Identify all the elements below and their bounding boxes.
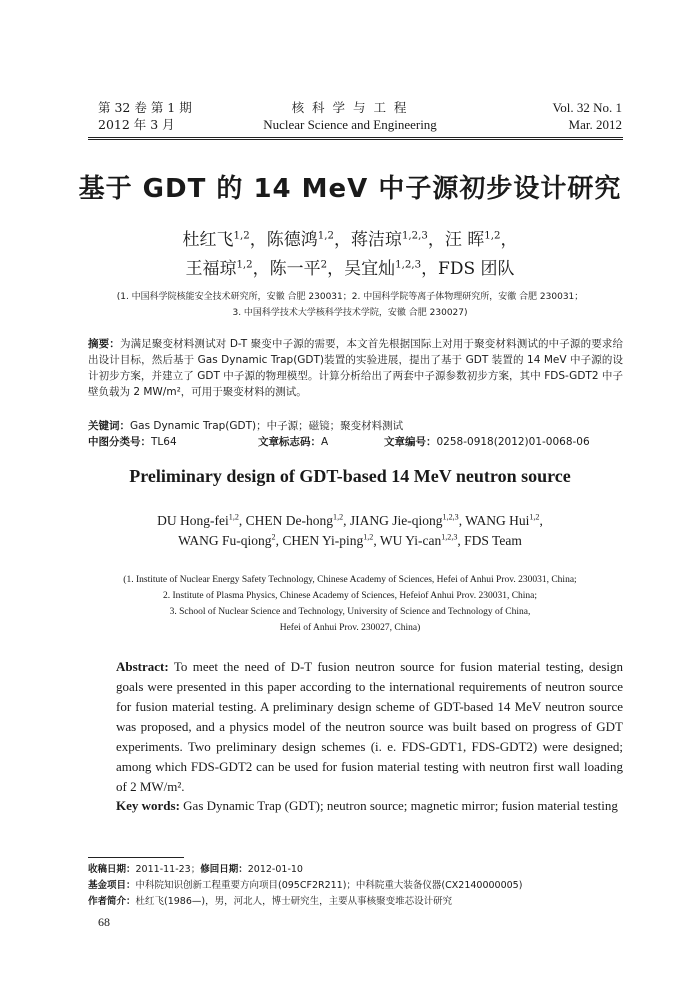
author-en-name: , JIANG Jie-qiong (343, 513, 443, 528)
author-cn-sup: 1,2,3 (395, 259, 422, 271)
header-date-cn: 2012 年 3 月 (98, 117, 175, 132)
article-value: 0258-0918(2012)01-0068-06 (436, 436, 590, 448)
author-en-name: , FDS Team (457, 533, 522, 548)
affiliation-en-line4: Hefei of Anhui Prov. 230027, China) (279, 623, 421, 633)
affiliation-cn-line2: 3. 中国科学技术大学核科学技术学院，安徽 合肥 230027) (232, 308, 468, 318)
header-volume-cn: 第 32 卷 第 1 期 (98, 100, 192, 115)
header-journal-cn: 核 科 学 与 工 程 (291, 100, 409, 115)
abstract-en-label: Abstract: (116, 659, 169, 674)
author-en-name: WANG Fu-qiong (178, 533, 272, 548)
author-cn-sup: 1,2 (317, 230, 334, 242)
fund-label: 基金项目： (88, 880, 136, 891)
author-cn-name: 杜红飞 (182, 230, 234, 250)
keywords-en-label: Key words: (116, 798, 180, 813)
title-en: Preliminary design of GDT-based 14 MeV neutron source (129, 466, 571, 486)
author-en-sup: 2 (271, 532, 276, 542)
author-en-sup: 1,2,3 (442, 512, 459, 522)
header-rule-thin (88, 139, 623, 140)
author-cn-sup: 1,2 (484, 230, 501, 242)
doc-label: 文章标志码： (258, 436, 321, 448)
received-label: 收稿日期： (88, 864, 136, 875)
author-en-sup: 1,2,3 (441, 532, 458, 542)
authors-en-line1 (0, 510, 700, 532)
affiliation-en-line2: 2. Institute of Plasma Physics, Chinese Academy of Sciences, Hefeiof Anhui Prov. 230031, China; (162, 591, 538, 601)
author-en-name: , CHEN De-hong (238, 513, 334, 528)
abstract-cn-text: 为满足聚变材料测试对 D-T 聚变中子源的需要，本文首先根据国际上对用于聚变材料测试的中子源的要求给出设计目标，然后基于 Gas Dynamic Trap(GDT)装置的实验进展，提出了基于 GDT 装置的 14 MeV 中子源的设计初步方案，并建立了 GDT 中子源的物理模型。计算分析给出了两套中子源参数初步方案，其中 FDS-GDT2 中子壁负载为 2 MW/m²，可用于聚变材料的测试。 (88, 338, 624, 398)
author-en-name: , WU Yi-can (373, 533, 442, 548)
affiliation-en-line3: 3. School of Nuclear Science and Technology, University of Science and Technology of China, (169, 607, 531, 617)
author-cn-sup: 1,2 (236, 259, 253, 271)
author-en-sup: 1,2 (228, 512, 239, 522)
header-date-en: Mar. 2012 (568, 117, 622, 132)
keywords-en (116, 796, 623, 816)
author-cn-name: ，FDS 团队 (421, 259, 515, 279)
doc-value: A (321, 436, 329, 448)
author-en-sup: 1,2 (363, 532, 374, 542)
author-cn-sup: 2 (320, 259, 328, 271)
author-en-name: , CHEN Yi-ping (275, 533, 364, 548)
author-en-sup: 1,2 (333, 512, 344, 522)
abstract-en-text: To meet the need of D-T fusion neutron source for fusion material testing, design goals were presented in this paper according to the international requirements of neutron source for fusion material testing. A preliminary design scheme of GDT-based 14 MeV neutron source was proposed, and a physics model of the neutron source was built based on progress of GDT experiments. Two preliminary design schemes (i. e. FDS-GDT1, FDS-GDT2) were designed; among which FDS-GDT2 can be used for fusion material testing with neutron first wall loading of 2 MW/m². (116, 659, 623, 794)
author-en-name: DU Hong-fei (157, 513, 229, 528)
doc-code (258, 434, 328, 450)
keywords-cn (88, 418, 623, 434)
author-cn-name: ，蒋洁琼 (333, 230, 402, 250)
abstract-cn-label: 摘要： (88, 338, 120, 350)
keywords-en-text: Gas Dynamic Trap (GDT); neutron source; magnetic mirror; fusion material testing (183, 798, 618, 813)
keywords-cn-label: 关键词： (88, 420, 130, 432)
header-volume-en: Vol. 32 No. 1 (552, 100, 622, 115)
author-cn-sup: 1,2 (233, 230, 250, 242)
author-en-sup: 1,2 (529, 512, 540, 522)
author-cn-name: 王福琼 (185, 259, 237, 279)
affiliation-cn-line1: (1. 中国科学院核能安全技术研究所，安徽 合肥 230031；2. 中国科学院等离子体物理研究所，安徽 合肥 230031； (116, 292, 584, 302)
header-rule (88, 137, 623, 138)
author-bio-label: 作者简介： (88, 896, 136, 907)
footnote-dates (88, 862, 623, 878)
authors-en-line2 (0, 530, 700, 552)
author-cn-name: ，陈德鸿 (249, 230, 318, 250)
page-number: 68 (98, 915, 110, 929)
clc-label: 中图分类号： (88, 436, 151, 448)
footnote-author (88, 894, 623, 910)
author-cn-sup: 1,2,3 (401, 230, 428, 242)
author-en-name: , WANG Hui (458, 513, 530, 528)
author-cn-name: ，汪 晖 (427, 230, 485, 250)
author-bio-text: 杜红飞(1986—)，男，河北人，博士研究生，主要从事核聚变堆芯设计研究 (135, 896, 453, 907)
abstract-en (116, 657, 623, 797)
affiliation-en-line1: (1. Institute of Nuclear Energy Safety Technology, Chinese Academy of Sciences, Hefei of Anhui Prov. 230031, China; (123, 575, 577, 585)
classification-cn (88, 434, 623, 450)
clc-value: TL64 (151, 436, 177, 448)
author-cn-sep: ， (500, 230, 518, 250)
title-cn: 基于 GDT 的 14 MeV 中子源初步设计研究 (78, 174, 622, 204)
revised-label: 修回日期： (200, 864, 248, 875)
abstract-cn (88, 336, 623, 400)
footnote-rule (88, 857, 184, 858)
keywords-cn-text: Gas Dynamic Trap(GDT)；中子源；磁镜；聚变材料测试 (130, 420, 404, 432)
revised-date: 2012-01-10 (247, 864, 303, 875)
author-en-sep: , (539, 513, 543, 528)
author-cn-name: ，吴宜灿 (327, 259, 396, 279)
article-label: 文章编号： (384, 436, 437, 448)
header-journal-en: Nuclear Science and Engineering (263, 117, 437, 132)
article-number (384, 434, 590, 450)
fund-text: 中科院知识创新工程重要方向项目(095CF2R211)；中科院重大装备仪器(CX2140000005) (135, 880, 523, 891)
authors-cn-line1 (0, 229, 700, 251)
author-cn-name: ，陈一平 (252, 259, 321, 279)
authors-cn-line2 (0, 258, 700, 280)
footnote-fund (88, 878, 623, 894)
received-date: 2011-11-23； (135, 864, 201, 875)
